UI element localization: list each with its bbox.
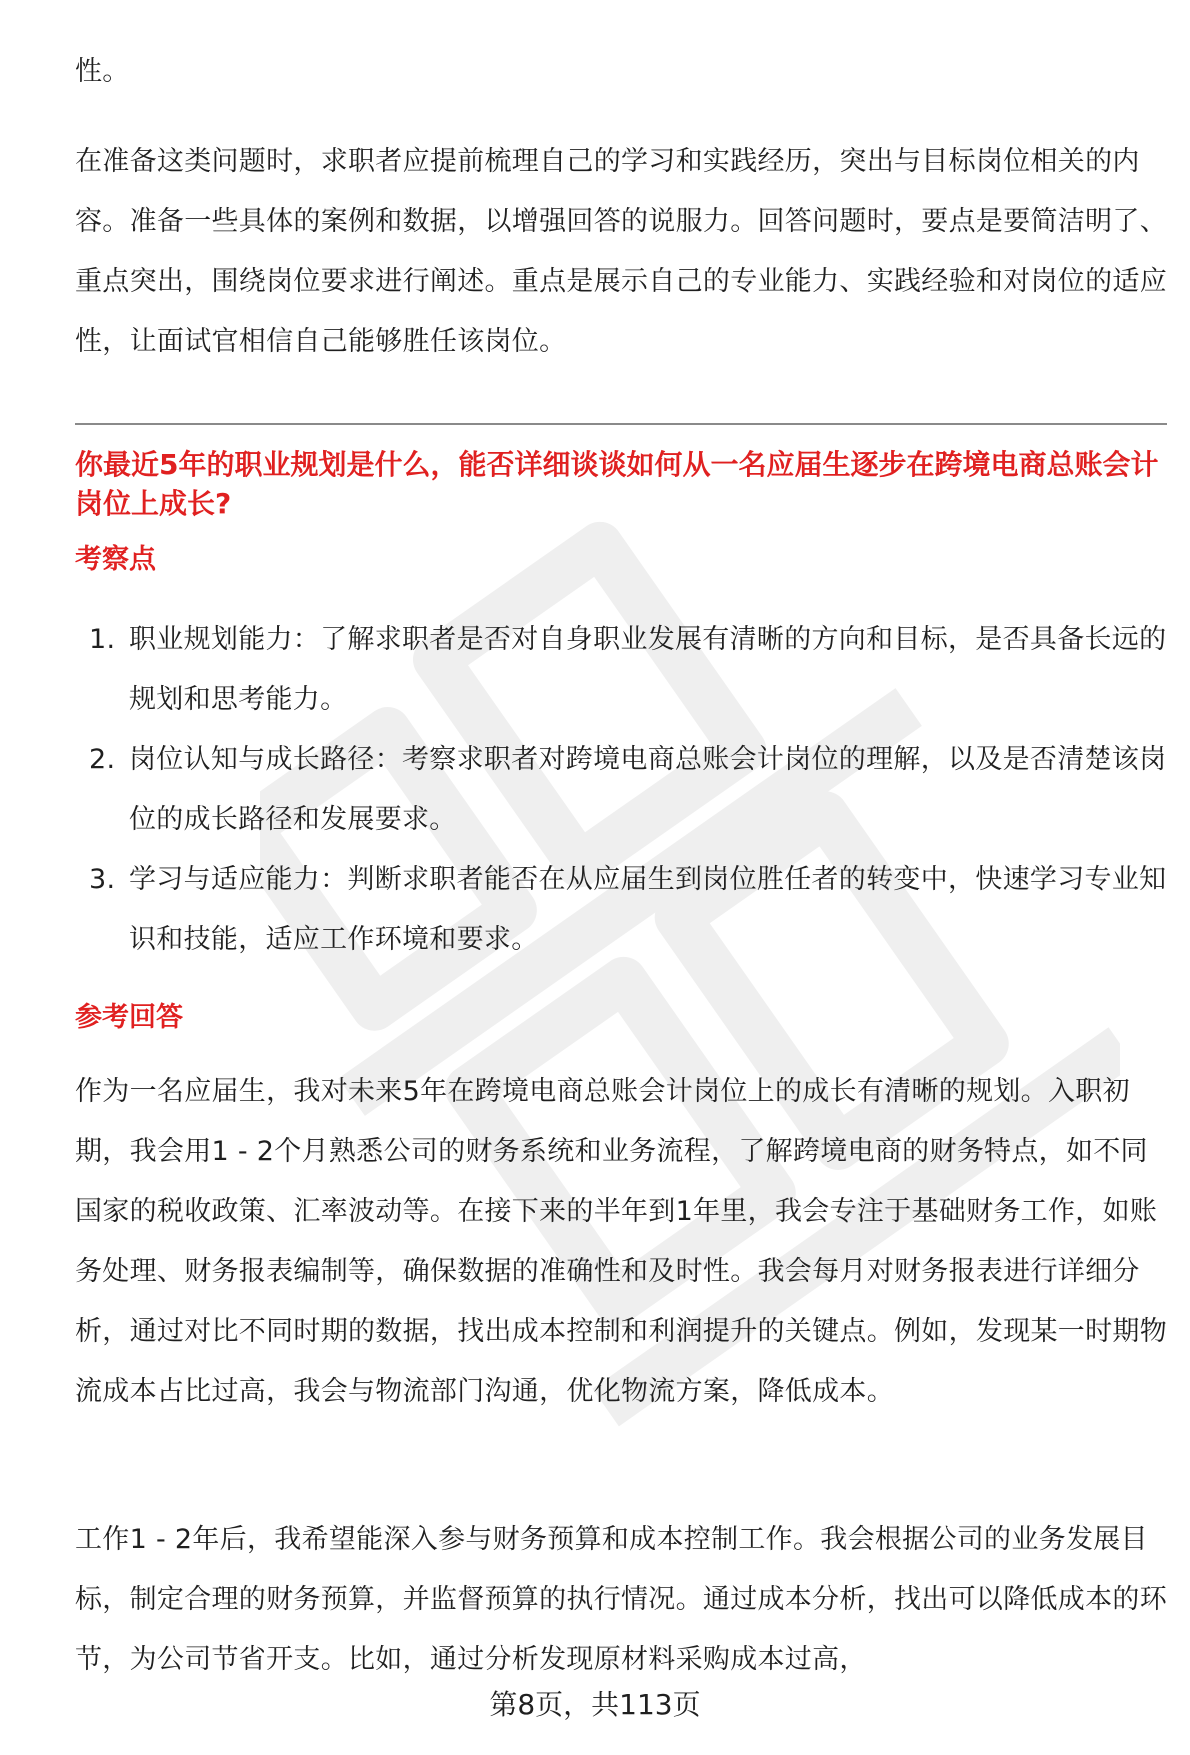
list-item-text: 职业规划能力：了解求职者是否对自身职业发展有清晰的方向和目标，是否具备长远的规划和思考能力。 bbox=[129, 624, 1167, 715]
page-number-footer: 第8页，共113页 bbox=[489, 1688, 701, 1721]
list-item bbox=[75, 730, 1167, 850]
list-item-text: 学习与适应能力：判断求职者能否在从应届生到岗位胜任者的转变中，快速学习专业知识和技能，适应工作环境和要求。 bbox=[129, 864, 1167, 955]
section-divider bbox=[75, 423, 1167, 425]
list-item-number: 2. bbox=[89, 744, 116, 775]
list-item bbox=[75, 610, 1167, 730]
interview-question: 你最近5年的职业规划是什么，能否详细谈谈如何从一名应届生逐步在跨境电商总账会计岗位上成长? bbox=[75, 448, 1159, 520]
list-item-text: 岗位认知与成长路径：考察求职者对跨境电商总账会计岗位的理解，以及是否清楚该岗位的成长路径和发展要求。 bbox=[129, 744, 1167, 835]
previous-paragraph-tail: 性。 bbox=[75, 56, 130, 87]
reference-answer-paragraph-2: 工作1 - 2年后，我希望能深入参与财务预算和成本控制工作。我会根据公司的业务发展目标，制定合理的财务预算，并监督预算的执行情况。通过成本分析，找出可以降低成本的环节，为公司节省开支。比如，通过分析发现原材料采购成本过高， bbox=[75, 1524, 1167, 1675]
assessment-points-heading: 考察点 bbox=[75, 544, 156, 575]
reference-answer-paragraph-1: 作为一名应届生，我对未来5年在跨境电商总账会计岗位上的成长有清晰的规划。入职初期，我会用1 - 2个月熟悉公司的财务系统和业务流程，了解跨境电商的财务特点，如不同国家的税收政策、汇率波动等。在接下来的半年到1年里，我会专注于基础财务工作，如账务处理、财务报表编制等，确保数据的准确性和及时性。我会每月对财务报表进行详细分析，通过对比不同时期的数据，找出成本控制和利润提升的关键点。例如，发现某一时期物流成本占比过高，我会与物流部门沟通，优化物流方案，降低成本。 bbox=[75, 1076, 1167, 1407]
reference-answer-heading: 参考回答 bbox=[75, 1002, 183, 1033]
list-item-number: 1. bbox=[89, 624, 116, 655]
assessment-points-list bbox=[75, 610, 1167, 970]
preparation-advice-paragraph: 在准备这类问题时，求职者应提前梳理自己的学习和实践经历，突出与目标岗位相关的内容。准备一些具体的案例和数据，以增强回答的说服力。回答问题时，要点是要简洁明了、重点突出，围绕岗位要求进行阐述。重点是展示自己的专业能力、实践经验和对岗位的适应性，让面试官相信自己能够胜任该岗位。 bbox=[75, 146, 1167, 357]
list-item-number: 3. bbox=[89, 864, 116, 895]
list-item bbox=[75, 850, 1167, 970]
